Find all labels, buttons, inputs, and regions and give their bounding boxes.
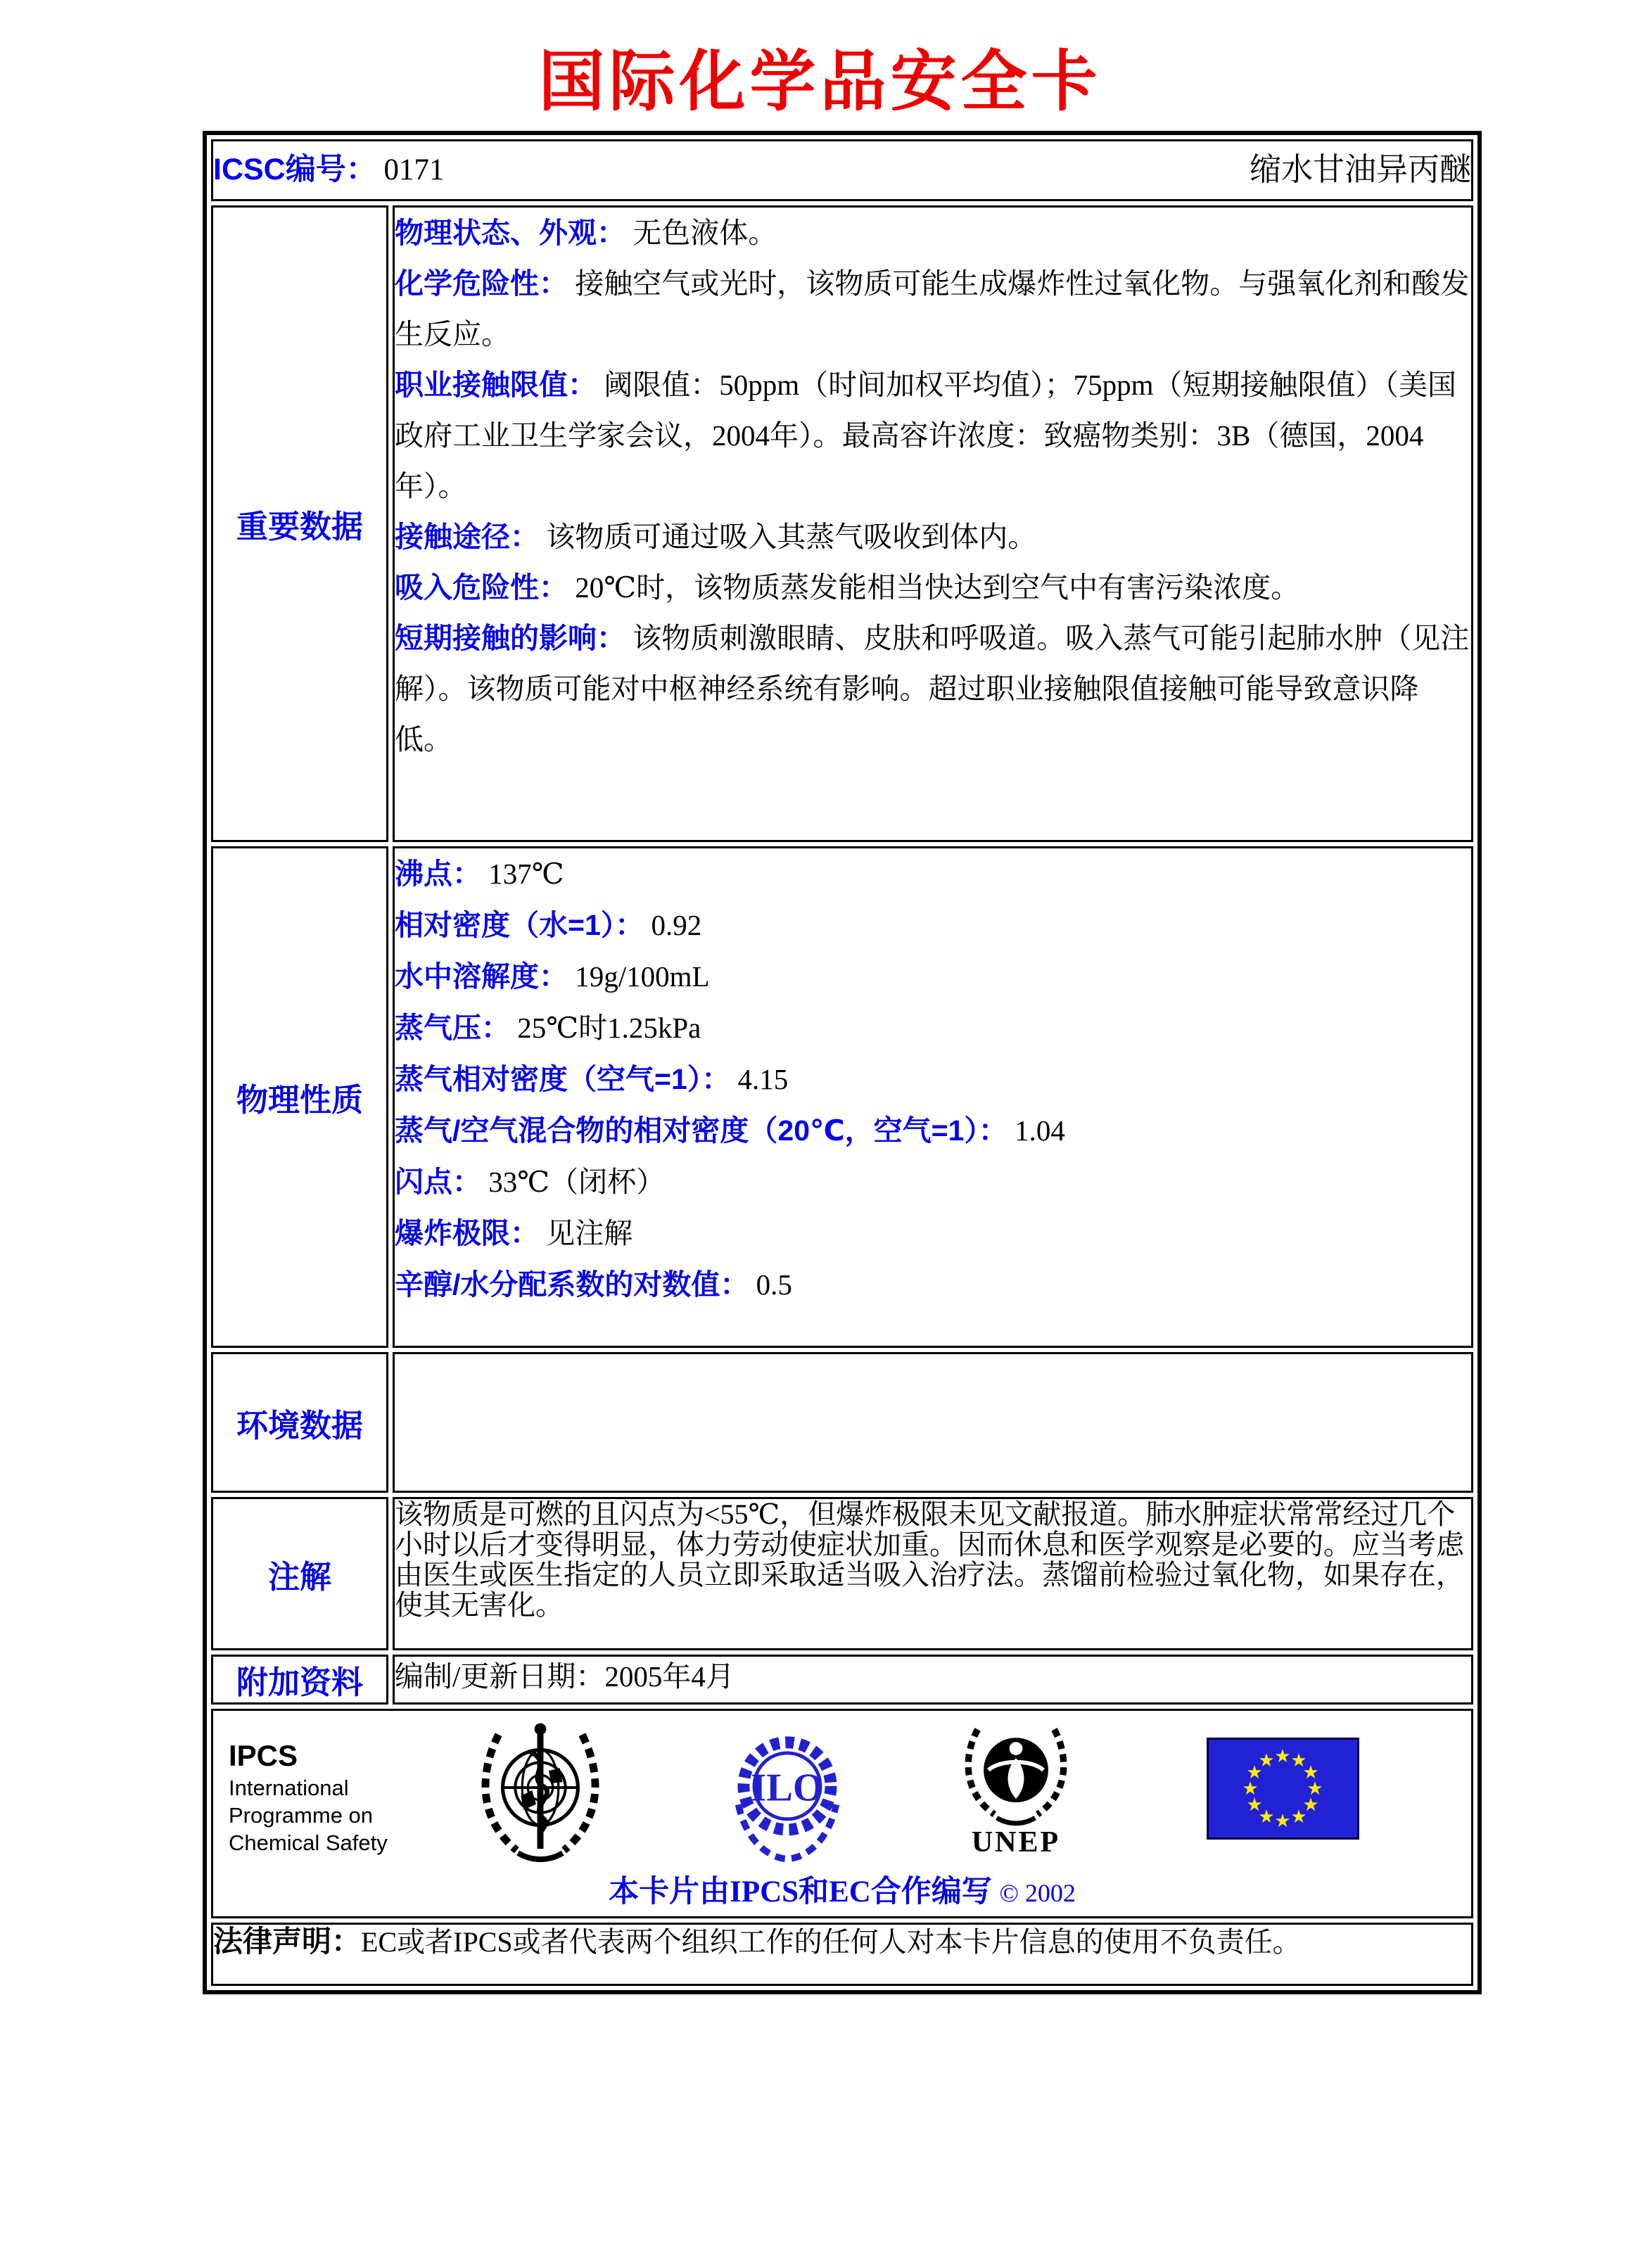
important-item: 化学危险性： 接触空气或光时，该物质可能生成爆炸性过氧化物。与强氧化剂和酸发生反应。 [395,267,1470,350]
section-label-important-data: 重要数据 [211,205,388,842]
svg-text:★: ★ [1302,1762,1319,1783]
property-line: 相对密度（水=1）： 0.92 [395,909,702,941]
important-item: 职业接触限值： 阈限值：50ppm（时间加权平均值）；75ppm（短期接触限值）（美国政府工业卫生学家会议，2004年）。最高容许浓度：致癌物类别：3B（德国，2004年）。 [395,369,1457,502]
section-label-physical-properties: 物理性质 [211,846,388,1348]
credit-line [213,1868,1471,1911]
svg-text:★: ★ [1290,1807,1307,1828]
important-item: 物理状态、外观： 无色液体。 [395,217,777,249]
svg-text:★: ★ [1274,1811,1291,1832]
card-header-row [211,139,1473,201]
environmental-data-content [393,1352,1473,1493]
icsc-number-label: ICSC编号： [213,153,376,186]
update-date-value: 2005年4月 [604,1660,735,1693]
ipcs-text-block [229,1738,388,1856]
svg-text:★: ★ [1307,1778,1323,1799]
important-item: 接触途径： 该物质可通过吸入其蒸气吸收到体内。 [395,521,1037,553]
svg-text:★: ★ [1302,1795,1319,1816]
section-label-additional-info: 附加资料 [211,1655,388,1705]
ilo-letters: ILO [751,1766,824,1810]
notes-content: 该物质是可燃的且闪点为<55℃，但爆炸极限未见文献报道。肺水肿症状常常经过几个小时以后才变得明显，体力劳动使症状加重。因而休息和医学观察是必要的。应当考虑由医生或医生指定的人员立即采取适当吸入治疗法。蒸馏前检验过氧化物，如果存在，使其无害化。 [393,1497,1473,1650]
unep-logo-icon [956,1722,1076,1828]
section-label-notes: 注解 [211,1497,388,1650]
svg-text:★: ★ [1246,1762,1263,1783]
svg-text:★: ★ [1258,1750,1275,1771]
unep-logo [956,1722,1076,1858]
update-date-label: 编制/更新日期： [395,1660,605,1693]
unep-word: UNEP [971,1826,1061,1859]
property-line: 沸点： 137℃ [395,858,564,890]
property-line: 水中溶解度： 19g/100mL [395,960,710,993]
organizations-logo-row [211,1709,1473,1918]
property-line: 蒸气相对密度（空气=1）： 4.15 [395,1063,789,1095]
ipcs-line: Chemical Safety [229,1830,388,1855]
who-logo-icon [471,1718,610,1864]
legal-notice-text: EC或者IPCS或者代表两个组织工作的任何人对本卡片信息的使用不负责任。 [361,1926,1301,1958]
important-data-content [393,205,1473,842]
physical-properties-content [393,846,1473,1348]
svg-text:★: ★ [1274,1746,1291,1767]
credit-text: 本卡片由IPCS和EC合作编写 [609,1875,992,1909]
svg-text:★: ★ [1246,1795,1263,1816]
svg-text:★: ★ [1242,1778,1259,1799]
ipcs-line: Programme on [229,1803,374,1828]
property-line: 辛醇/水分配系数的对数值： 0.5 [395,1268,792,1301]
credit-year: © 2002 [999,1879,1076,1907]
legal-notice-label: 法律声明： [213,1925,362,1958]
eu-flag-icon [1207,1738,1359,1840]
chemical-name: 缩水甘油异丙醚 [1249,152,1471,187]
ipcs-acronym: IPCS [229,1739,298,1772]
property-line: 蒸气/空气混合物的相对密度（20℃，空气=1）： 1.04 [395,1114,1065,1147]
icsc-card-table [203,131,1482,1994]
property-line: 闪点： 33℃（闭杯） [395,1166,666,1198]
additional-info-content [393,1655,1473,1705]
ilo-logo-icon [721,1728,853,1864]
important-item: 短期接触的影响： 该物质刺激眼睛、皮肤和呼吸道。吸入蒸气可能引起肺水肿（见注解）。该物质可能对中枢神经系统有影响。超过职业接触限值接触可能导致意识降低。 [395,622,1470,756]
section-label-environmental-data: 环境数据 [211,1352,388,1493]
legal-notice-row [211,1923,1473,1986]
svg-text:★: ★ [1290,1750,1307,1771]
svg-text:★: ★ [1258,1807,1275,1828]
important-item: 吸入危险性： 20℃时，该物质蒸发能相当快达到空气中有害污染浓度。 [395,571,1300,604]
property-line: 蒸气压： 25℃时1.25kPa [395,1012,701,1044]
ipcs-line: International [229,1776,349,1800]
property-line: 爆炸极限： 见注解 [395,1217,633,1249]
icsc-number-value: 0171 [383,153,445,186]
page-title: 国际化学品安全卡 [538,46,1102,119]
